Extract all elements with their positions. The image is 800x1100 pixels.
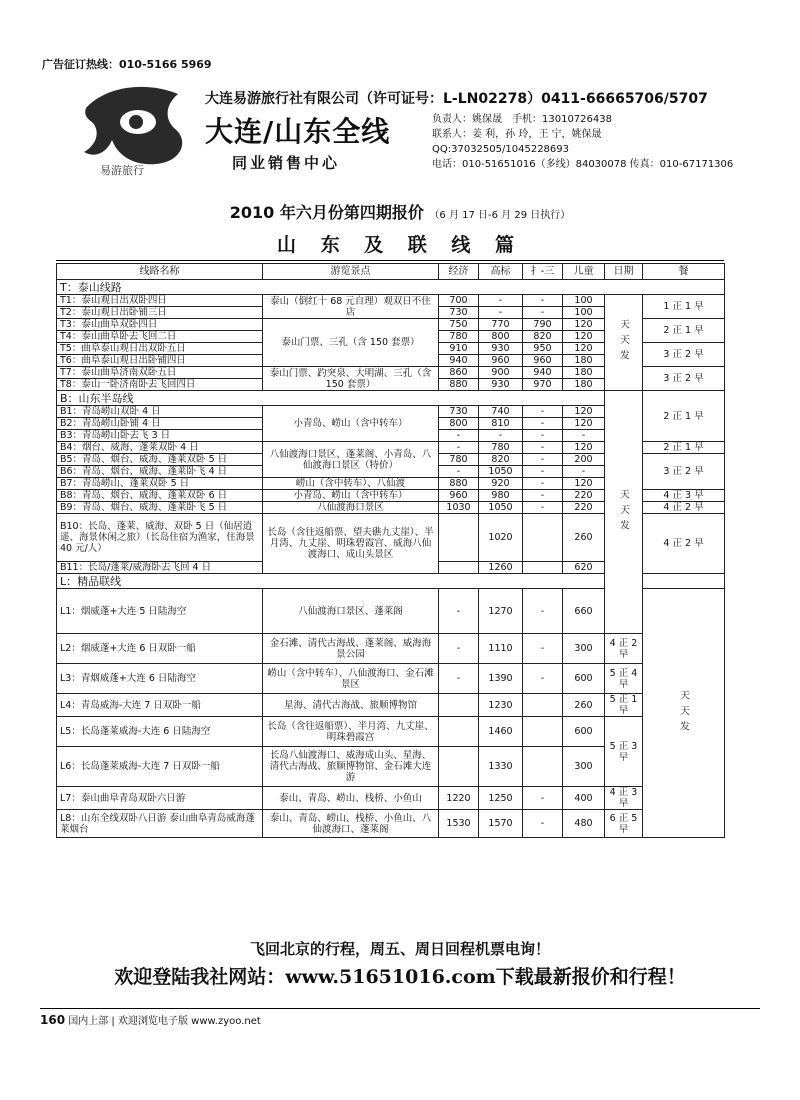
price-economy: 880 <box>439 379 479 391</box>
sights-cell: 长岛八仙渡海口、威海成山头、星海、清代古海战、旅顺博物馆、金石滩大连游 <box>263 747 439 787</box>
travel-agency-logo <box>78 78 196 178</box>
price-economy: 940 <box>439 355 479 367</box>
ad-hotline: 广告征订热线：010-5166 5969 <box>42 58 212 71</box>
price-standard: - <box>523 810 563 838</box>
table-row <box>57 295 725 307</box>
route-name: L1：烟威蓬+大连 5 日陆海空 <box>57 589 263 634</box>
contact-phone: 电话：010-51651016（多线）84030078 传真：010-67171306 <box>432 159 734 170</box>
meal-cell: 2 正 1 早 <box>643 391 725 442</box>
price-standard: - <box>523 478 563 490</box>
sights-cell: 泰山（倒红十 68 元自理）观双日不住店 <box>263 295 439 319</box>
price-standard <box>523 717 563 747</box>
meal-cell: 2 正 1 早 <box>643 442 725 454</box>
contact-qq: QQ:37032505/1045228693 <box>432 144 570 155</box>
price-high: 1570 <box>479 810 523 838</box>
route-name: T3：泰山曲阜双卧四日 <box>57 319 263 331</box>
table-header-row <box>57 264 725 280</box>
price-standard: 820 <box>523 331 563 343</box>
sights-cell: 八仙渡海口景区 <box>263 502 439 514</box>
price-economy: 730 <box>439 307 479 319</box>
page-footer <box>40 1012 261 1027</box>
price-standard: - <box>523 787 563 810</box>
meal-cell: 5 正 3 早 <box>605 717 643 787</box>
brand-subtitle: 同业销售中心 <box>232 154 341 172</box>
group-row-b <box>57 391 725 406</box>
price-high: 920 <box>479 478 523 490</box>
price-child: 660 <box>563 589 605 634</box>
website-prefix: 欢迎登陆我社网站： <box>114 966 286 988</box>
meal-cell: 3 正 2 早 <box>643 343 725 367</box>
price-high: 1230 <box>479 694 523 717</box>
price-child: 120 <box>563 418 605 430</box>
date-cell: 天天发 <box>643 589 725 838</box>
price-child: 200 <box>563 454 605 466</box>
price-period: （6 月 17 日-6 月 29 日执行） <box>429 210 571 221</box>
sights-cell: 泰山、青岛、崂山、栈桥、小鱼山、八仙渡海口、蓬莱阁 <box>263 810 439 838</box>
route-name: T8：泰山一卧济南卧去飞回四日 <box>57 379 263 391</box>
price-high: 1050 <box>479 466 523 478</box>
price-high: 1020 <box>479 514 523 562</box>
route-name: L2：烟威蓬+大连 6 日双卧一船 <box>57 634 263 664</box>
route-name: B9：青岛、烟台、威海、蓬莱卧飞 5 日 <box>57 502 263 514</box>
price-child: 100 <box>563 295 605 307</box>
route-name: L6：长岛蓬莱威海-大连 7 日双卧一船 <box>57 747 263 787</box>
price-child: - <box>563 466 605 478</box>
price-economy <box>439 514 479 562</box>
price-child: 480 <box>563 810 605 838</box>
col-date: 日期 <box>605 264 643 280</box>
price-high: 1260 <box>479 562 523 574</box>
footer-text: 国内上部 | 欢迎浏览电子版 www.zyoo.net <box>68 1016 261 1027</box>
price-high: 900 <box>479 367 523 379</box>
price-high: 980 <box>479 490 523 502</box>
date-cell: 天天发 <box>605 295 643 391</box>
route-name: B1：青岛崂山双卧 4 日 <box>57 406 263 418</box>
route-name: B7：青岛崂山、蓬莱双卧 5 日 <box>57 478 263 490</box>
price-standard <box>523 562 563 574</box>
price-table-wrapper <box>56 263 724 930</box>
route-name: B5：青岛、烟台、威海、蓬莱双卧 5 日 <box>57 454 263 466</box>
company-name: 大连易游旅行社有限公司（许可证号：L-LN02278）0411-66665706/5707 <box>205 91 708 107</box>
meal-cell: 4 正 2 早 <box>643 514 725 574</box>
price-child: 100 <box>563 307 605 319</box>
price-standard: - <box>523 418 563 430</box>
route-name: T1：泰山观日出双卧四日 <box>57 295 263 307</box>
price-standard: - <box>523 664 563 694</box>
price-high: 1050 <box>479 502 523 514</box>
table-row <box>57 810 725 838</box>
sights-cell: 小青岛、崂山（含中转车） <box>263 406 439 442</box>
logo-text: 易游旅行 <box>100 164 144 177</box>
sights-cell: 泰山门票、趵突泉、大明湖、三孔（含 150 套票） <box>263 367 439 391</box>
price-child: 120 <box>563 406 605 418</box>
price-economy: 750 <box>439 319 479 331</box>
table-row <box>57 664 725 694</box>
price-high: 1270 <box>479 589 523 634</box>
price-economy: - <box>439 466 479 478</box>
website-banner <box>0 962 800 989</box>
price-child: 300 <box>563 747 605 787</box>
price-standard <box>523 747 563 787</box>
price-child: 300 <box>563 634 605 664</box>
meal-cell: 2 正 1 早 <box>643 319 725 343</box>
group-title-l: L：精品联线 <box>57 574 725 589</box>
price-economy: 960 <box>439 490 479 502</box>
col-sights: 游览景点 <box>263 264 439 280</box>
route-name: L3：青烟威蓬+大连 6 日陆海空 <box>57 664 263 694</box>
price-economy: 880 <box>439 478 479 490</box>
price-economy: 910 <box>439 343 479 355</box>
price-standard: - <box>523 490 563 502</box>
price-high: 770 <box>479 319 523 331</box>
meal-cell: 1 正 1 早 <box>643 295 725 319</box>
price-child: 600 <box>563 717 605 747</box>
route-name: T7：泰山曲阜济南双卧五日 <box>57 367 263 379</box>
sights-cell: 金石滩、清代古海战、蓬莱阁、威海海景公园 <box>263 634 439 664</box>
price-standard: - <box>523 430 563 442</box>
route-name: T6：曲阜泰山观日出卧铺四日 <box>57 355 263 367</box>
table-row <box>57 694 725 717</box>
price-economy: - <box>439 634 479 664</box>
price-economy: 780 <box>439 454 479 466</box>
route-name: B11：长岛/蓬莱/威海卧去飞回 4 日 <box>57 562 263 574</box>
price-high: 960 <box>479 355 523 367</box>
sights-cell: 长岛（含往返船票）、半月湾、九丈崖、明珠碧霞宫 <box>263 717 439 747</box>
price-economy: 1530 <box>439 810 479 838</box>
price-standard: - <box>523 454 563 466</box>
price-child: 120 <box>563 442 605 454</box>
table-row <box>57 787 725 810</box>
route-name: L4：青岛威海-大连 7 日双卧一船 <box>57 694 263 717</box>
meal-cell: 4 正 3 早 <box>643 490 725 502</box>
meal-cell: 6 正 5 早 <box>605 810 643 838</box>
price-economy <box>439 717 479 747</box>
route-name: T2：泰山观日出卧铺三日 <box>57 307 263 319</box>
price-standard: - <box>523 634 563 664</box>
price-economy: 800 <box>439 418 479 430</box>
price-high: - <box>479 307 523 319</box>
date-cell: 天天发 <box>605 391 643 634</box>
price-economy: 700 <box>439 295 479 307</box>
return-flight-notice: 飞回北京的行程，周五、周日回程机票电询！ <box>249 940 550 958</box>
col-route: 线路名称 <box>57 264 263 280</box>
price-economy: 1030 <box>439 502 479 514</box>
price-child: 220 <box>563 490 605 502</box>
price-standard: 940 <box>523 367 563 379</box>
sights-cell: 泰山、青岛、崂山、栈桥、小鱼山 <box>263 787 439 810</box>
price-economy: - <box>439 664 479 694</box>
meal-cell: 3 正 2 早 <box>643 454 725 490</box>
price-child: 120 <box>563 331 605 343</box>
contact-manager: 负责人：姚保晟 手机：13010726438 <box>432 114 612 125</box>
meal-cell: 3 正 2 早 <box>643 367 725 391</box>
price-child: 620 <box>563 562 605 574</box>
col-standard: 扌-三 <box>523 264 563 280</box>
price-economy <box>439 747 479 787</box>
price-high: 810 <box>479 418 523 430</box>
price-high: 930 <box>479 379 523 391</box>
price-standard: - <box>523 442 563 454</box>
group-row-l <box>57 574 725 589</box>
route-name: T5：曲阜泰山观日出双卧五日 <box>57 343 263 355</box>
website-url[interactable]: www.51651016.com <box>285 966 496 988</box>
col-high: 高标 <box>479 264 523 280</box>
price-high: 820 <box>479 454 523 466</box>
route-name: B2：青岛崂山卧铺 4 日 <box>57 418 263 430</box>
sights-cell: 星海、清代古海战、旅顺博物馆 <box>263 694 439 717</box>
route-name: B8：青岛、烟台、威海、蓬莱双卧 6 日 <box>57 490 263 502</box>
route-name: B6：青岛、烟台、威海、蓬莱卧飞 4 日 <box>57 466 263 478</box>
col-economy: 经济 <box>439 264 479 280</box>
sights-cell: 崂山（含中转车）、八仙渡海口、金石滩景区 <box>263 664 439 694</box>
group-row-t <box>57 280 725 295</box>
contact-people: 联系人：姜 利，孙 玲，王 宁，姚保晟 <box>432 129 602 140</box>
meal-cell: 4 正 2 早 <box>643 502 725 514</box>
price-economy <box>439 562 479 574</box>
price-child: 120 <box>563 319 605 331</box>
price-high: 1110 <box>479 634 523 664</box>
price-title-line <box>0 200 800 223</box>
price-standard: - <box>523 307 563 319</box>
price-title: 2010 年六月份第四期报价 <box>229 203 424 222</box>
price-economy: - <box>439 430 479 442</box>
price-child: 180 <box>563 355 605 367</box>
sights-cell: 崂山（含中转车）、八仙渡 <box>263 478 439 490</box>
price-economy: 780 <box>439 331 479 343</box>
sights-cell: 八仙渡海口景区、蓬莱阁、小青岛、八仙渡海口景区（特价） <box>263 442 439 478</box>
group-title-t: T：泰山线路 <box>57 280 725 295</box>
price-standard: - <box>523 295 563 307</box>
col-meal: 餐 <box>643 264 725 280</box>
route-name: B10：长岛、蓬莱、威海、双卧 5 日（仙居逍遥、海景休闲之旅）（长岛住宿为渔家，住海景 40 元/人） <box>57 514 263 562</box>
route-name: B3：青岛崂山卧去飞 3 日 <box>57 430 263 442</box>
route-name: L8：山东全线双卧八日游 泰山曲阜青岛威海蓬莱烟台 <box>57 810 263 838</box>
page-number: 160 <box>40 1013 66 1027</box>
price-high: 1460 <box>479 717 523 747</box>
price-high: 1330 <box>479 747 523 787</box>
table-top-rule <box>56 260 724 261</box>
price-high: - <box>479 430 523 442</box>
meal-cell: 4 正 3 早 <box>605 787 643 810</box>
contact-block <box>432 112 733 172</box>
price-child: 120 <box>563 478 605 490</box>
group-title-b: B：山东半岛线 <box>57 391 605 406</box>
route-name: L7：泰山曲阜青岛双卧六日游 <box>57 787 263 810</box>
price-high: 930 <box>479 343 523 355</box>
price-standard <box>523 694 563 717</box>
route-name: B4：烟台、威海、蓬莱双卧 4 日 <box>57 442 263 454</box>
price-standard: 970 <box>523 379 563 391</box>
price-economy: - <box>439 442 479 454</box>
price-child: 180 <box>563 367 605 379</box>
price-standard: - <box>523 466 563 478</box>
meal-cell: 5 正 4 早 <box>605 664 643 694</box>
price-economy: 860 <box>439 367 479 379</box>
meal-cell: 4 正 2 早 <box>605 634 643 664</box>
price-high: 800 <box>479 331 523 343</box>
price-table <box>56 263 725 838</box>
price-child: 220 <box>563 502 605 514</box>
price-economy: 730 <box>439 406 479 418</box>
price-child: 180 <box>563 379 605 391</box>
sights-cell: 小青岛、崂山（含中转车） <box>263 490 439 502</box>
price-economy <box>439 694 479 717</box>
price-standard: - <box>523 502 563 514</box>
price-standard: 960 <box>523 355 563 367</box>
price-child: 400 <box>563 787 605 810</box>
footer-rule <box>40 1008 760 1009</box>
price-high: 1250 <box>479 787 523 810</box>
brand-title: 大连/山东全线 <box>205 115 391 148</box>
table-row <box>57 717 725 747</box>
price-standard: 790 <box>523 319 563 331</box>
price-high: 740 <box>479 406 523 418</box>
price-high: 780 <box>479 442 523 454</box>
price-standard <box>523 514 563 562</box>
sights-cell: 长岛（含往返船票、望夫礁九丈崖）、半月湾、九丈崖、明珠碧霞宫、威海八仙渡海口、成山头景区 <box>263 514 439 574</box>
price-economy: 1220 <box>439 787 479 810</box>
price-standard: - <box>523 406 563 418</box>
price-child: 600 <box>563 664 605 694</box>
price-high: - <box>479 295 523 307</box>
price-child: 260 <box>563 514 605 562</box>
price-high: 1390 <box>479 664 523 694</box>
sights-cell: 泰山门票、三孔（含 150 套票） <box>263 319 439 367</box>
price-standard: 950 <box>523 343 563 355</box>
table-row <box>57 634 725 664</box>
website-suffix: 下载最新报价和行程！ <box>495 966 686 988</box>
price-child: 120 <box>563 343 605 355</box>
price-economy: - <box>439 589 479 634</box>
price-standard: - <box>523 589 563 634</box>
route-name: T4：泰山曲阜卧去飞回二日 <box>57 331 263 343</box>
price-child: 260 <box>563 694 605 717</box>
meal-cell: 5 正 1 早 <box>605 694 643 717</box>
section-title: 山 东 及 联 线 篇 <box>276 234 524 256</box>
col-child: 儿童 <box>563 264 605 280</box>
sights-cell: 八仙渡海口景区、蓬莱阁 <box>263 589 439 634</box>
price-child: - <box>563 430 605 442</box>
route-name: L5：长岛蓬莱威海-大连 6 日陆海空 <box>57 717 263 747</box>
